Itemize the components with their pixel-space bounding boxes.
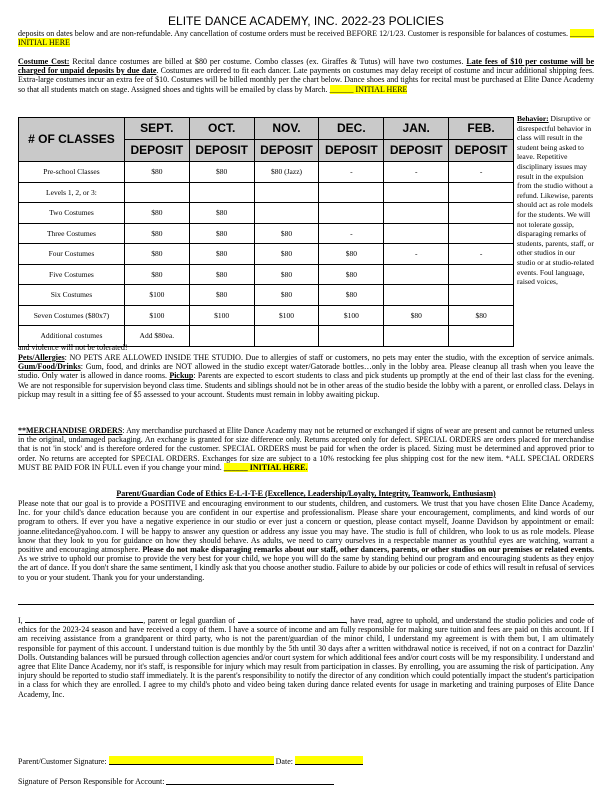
header-deposit: DEPOSIT xyxy=(384,140,449,162)
student-name-field[interactable] xyxy=(238,622,346,623)
behavior-continuation: and violence will not be tolerated! xyxy=(18,343,128,352)
date-field[interactable] xyxy=(295,756,363,765)
pets-text3: : Parents are expected to escort students to class and pick students up promptly at the end of their last class for the evening. We are not responsible for supervision beyond class time. Students and siblings should not be in other areas of the studio beside the lobby with a parent, or enrolled class. Delays in pickup may result in a sitting fee of $5 assessed to your account. Students must remain in lobby awaiting pickup. xyxy=(18,371,595,399)
table-cell: $80 xyxy=(189,223,254,244)
table-cell: $80 xyxy=(189,162,254,183)
table-row xyxy=(19,182,514,203)
code-text2: As we strive to uphold our promise to provide the very best for your child, we hope you will do the same by standing behind our program and encouraging students as they enjoy the art of dance. If you don't share the same sentiment, I kindly ask that you choose another studio. Failure to abide by our policies or code of ethics will result in refusal of services to you or your student. Thank you for your understanding. xyxy=(18,554,594,582)
table-cell: $80 xyxy=(124,223,189,244)
table-cell xyxy=(124,182,189,203)
table-cell: Add $80ea. xyxy=(124,326,189,347)
table-cell: - xyxy=(384,162,449,183)
merch-text: : Any merchandise purchased at Elite Dance Academy may not be returned or exchanged if signs of wear are present and cannot be returned unless in the original, undamaged packaging. An exchange is granted for size difference only. Returns accepted only for defect. SPECIAL ORDERS are orders placed for merchandise that is not 'in stock' and is therefore ordered for the customer. SPECIAL ORDERS must be paid for when the order is placed. Sizing must be determined and approved prior to order. No returns are accepted for SPECIAL ORDERS. Exchanges for size are subject to a 10% restocking fee plus shipping cost for the new item. *ALL SPECIAL ORDERS MUST BE PAID FOR IN FULL even if you change your mind. xyxy=(18,426,595,472)
table-cell: - xyxy=(319,223,384,244)
table-cell: $80 xyxy=(124,162,189,183)
header-feb: FEB. xyxy=(449,118,514,140)
table-cell: $100 xyxy=(319,305,384,326)
costume-cost-text2: . Costumes are ordered to fit each dancer. Late payments on costumes may delay receipt of costume and incur additional shipping fees. Extra-large costumes incur an extra fee of $10. Costumes will be billed monthly per the chart below. Dance shoes and tights for recital must be purchased at Elite Dance Academy so that all students match on stage. Assigned shoes and tights will be emailed by class by March. xyxy=(18,66,595,94)
table-cell: Pre-school Classes xyxy=(19,162,125,183)
costume-cost-heading: Costume Cost: xyxy=(18,57,70,66)
table-cell: $80 (Jazz) xyxy=(254,162,319,183)
table-cell: $80 xyxy=(254,285,319,306)
pets-text1: : NO PETS ARE ALLOWED INSIDE THE STUDIO. Due to allergies of staff or customers, no pets may enter the studio, with the exception of service animals. xyxy=(64,353,594,362)
table-cell: Five Costumes xyxy=(19,264,125,285)
table-cell xyxy=(449,264,514,285)
pets-heading: Pets/Allergies xyxy=(18,353,65,362)
section-divider xyxy=(18,604,594,605)
table-cell: Four Costumes xyxy=(19,244,125,265)
table-row xyxy=(19,305,514,326)
table-cell: $100 xyxy=(254,305,319,326)
header-deposit: DEPOSIT xyxy=(319,140,384,162)
table-row xyxy=(19,264,514,285)
table-cell: $80 xyxy=(189,203,254,224)
table-cell: $80 xyxy=(124,264,189,285)
behavior-heading: Behavior: xyxy=(517,114,549,123)
table-cell: $80 xyxy=(254,223,319,244)
costume-cost-paragraph xyxy=(18,57,594,94)
agreement-mid1: , parent or legal guardian of xyxy=(143,616,238,625)
page-title: ELITE DANCE ACADEMY, INC. 2022-23 POLICIES xyxy=(168,14,444,28)
table-cell: $80 xyxy=(254,244,319,265)
merch-heading: **MERCHANDISE ORDERS xyxy=(18,426,123,435)
table-cell xyxy=(449,285,514,306)
table-cell: $80 xyxy=(449,305,514,326)
table-cell xyxy=(384,223,449,244)
table-cell: $80 xyxy=(124,203,189,224)
table-cell xyxy=(319,203,384,224)
header-classes: # OF CLASSES xyxy=(19,118,125,162)
code-paragraph xyxy=(18,499,594,582)
header-deposit: DEPOSIT xyxy=(449,140,514,162)
responsible-signature-field[interactable] xyxy=(166,776,334,785)
late-fee-notice: Late fees of $10 per costume will be charged for unpaid deposits by due date xyxy=(18,57,595,76)
behavior-sidebar xyxy=(517,114,595,287)
table-cell xyxy=(384,182,449,203)
table-cell xyxy=(449,203,514,224)
table-row xyxy=(19,285,514,306)
table-cell: Two Costumes xyxy=(19,203,125,224)
costume-cost-text1: Recital dance costumes are billed at $80 per costume. Combo classes (ex. Giraffes & Tutus) will have two costumes. xyxy=(69,57,467,66)
code-bold: Please do not make disparaging remarks about our staff, other dancers, parents, or other studios on our premises or related events. xyxy=(142,545,595,555)
responsible-signature-label: Signature of Person Responsible for Account: xyxy=(18,777,165,786)
responsible-signature-row xyxy=(18,776,594,786)
parent-signature-field[interactable] xyxy=(109,756,274,765)
header-deposit: DEPOSIT xyxy=(124,140,189,162)
table-cell: - xyxy=(449,162,514,183)
table-cell: $100 xyxy=(124,305,189,326)
table-cell: $80 xyxy=(384,305,449,326)
table-cell: $80 xyxy=(189,244,254,265)
table-cell: $80 xyxy=(319,244,384,265)
code-heading xyxy=(18,489,594,498)
table-cell xyxy=(254,182,319,203)
table-cell: $80 xyxy=(319,264,384,285)
header-dec: DEC. xyxy=(319,118,384,140)
merch-initial-field[interactable]: ______ INITIAL HERE. xyxy=(223,462,308,472)
intro-text: deposits on dates below and are non-refundable. Any cancellation of costume orders must be received BEFORE 12/1/23. Customer is responsible for balances of costumes. xyxy=(18,29,568,38)
table-row xyxy=(19,223,514,244)
table-cell: $80 xyxy=(254,264,319,285)
table-cell xyxy=(384,285,449,306)
code-text1: Please note that our goal is to provide a POSITIVE and encouraging environment to our students, children, and customers. We trust that you have chosen Elite Dance Academy, Inc. for your child's dance education because you are confident in our expertise and professionalism. Please share your encouragement, compliments, and kind words of our program to others. If ever you have a negative experience in our studio or ever just a concern or question, please contact myself, Joanne Davidson by appointment or email: joanne.elitedance@yahoo.com. I will be happy to answer any question or address any issue you may have. The studio is full of children, who look to us as role models. Please know that they look to you for guidance on how they should behave. As adults, we need to carry ourselves in a respectable manner as youthful eyes are watching, warrant a positive and encouraging atmosphere. xyxy=(18,499,594,555)
agreement-paragraph xyxy=(18,616,594,699)
table-cell xyxy=(384,264,449,285)
table-cell: - xyxy=(384,244,449,265)
parent-name-field[interactable] xyxy=(25,622,143,623)
merch-paragraph xyxy=(18,426,594,472)
behavior-text: Disruptive or disrespectful behavior in class will result in the student being asked to leave. Repetitive disciplinary issues may result in the expulsion from the studio without a refund. Likewise, parents should act as role models for the students. We will not tolerate gossip, disparaging remarks of students, parents, staff, or other studios in our studio or at studio-related events. Foul language, raised voices, xyxy=(517,114,594,287)
agreement-text: , have read, agree to uphold, and understand the studio policies and code of ethics for the 2023-24 season and have received a copy of them. I have a source of income and am fully responsible for making sure tuition and fees are paid on this account. If I am receiving assistance from a grandparent or third party, who is not the parent/guardian of the minor child, I understand my agreement is with them but, I am ultimately responsible for payment of this account. I understand tuition is due monthly by the 5th until 30 days after a written withdrawal notice is received, if not on a contract for Dazzlin' Dolls. Outstanding balances will be pursued through collection agencies and/or court system for which additional fees and/or court costs will be my responsibility. I understand and agree that Elite Dance Academy, nor it's staff, is responsible for injury which may result from participation in classes. By enrolling, you are assuming the risk of participation. Any injury should be reported to studio staff immediately. It is the parent's responsibility to notify the director of any condition which could potentially impact the student's participation in a class for which they are enrolled. I agree to my child's photo and video being taken during dance related events for usage in marketing and training purposes of Elite Dance Academy, Inc. xyxy=(18,616,594,699)
table-cell: Levels 1, 2, or 3: xyxy=(19,182,125,203)
table-cell xyxy=(449,182,514,203)
gum-heading: Gum/Food/Drinks xyxy=(18,362,81,372)
table-cell xyxy=(189,182,254,203)
parent-signature-label: Parent/Customer Signature: xyxy=(18,757,107,766)
pets-text2: : Gum, food, and drinks are NOT allowed in the studio except water/Gatorade bottles…only in the lobby area. Please cleanup all trash when you leave the studio. Only water is allowed in dance rooms. xyxy=(18,362,594,381)
table-row xyxy=(19,244,514,265)
header-oct: OCT. xyxy=(189,118,254,140)
table-cell: $100 xyxy=(189,305,254,326)
table-cell: Seven Costumes ($80x7) xyxy=(19,305,125,326)
pets-paragraph xyxy=(18,353,594,399)
table-cell xyxy=(254,203,319,224)
costume-deposit-table xyxy=(18,117,514,347)
intro-initial-field[interactable]: ______ INITIAL HERE xyxy=(18,29,595,48)
table-cell: Six Costumes xyxy=(19,285,125,306)
header-nov: NOV. xyxy=(254,118,319,140)
date-label: Date: xyxy=(275,757,293,766)
table-cell xyxy=(319,182,384,203)
table-cell xyxy=(384,203,449,224)
intro-paragraph xyxy=(18,29,594,47)
table-cell: - xyxy=(319,162,384,183)
table-header-row xyxy=(19,118,514,140)
table-row xyxy=(19,203,514,224)
header-deposit: DEPOSIT xyxy=(189,140,254,162)
table-cell: Additional costumes xyxy=(19,326,125,347)
header-jan: JAN. xyxy=(384,118,449,140)
table-row xyxy=(19,162,514,183)
table-cell: $80 xyxy=(189,285,254,306)
table-cell xyxy=(449,223,514,244)
agreement-lead: I, xyxy=(18,616,26,625)
header-deposit: DEPOSIT xyxy=(254,140,319,162)
signature-row xyxy=(18,756,594,766)
table-cell: - xyxy=(449,244,514,265)
code-heading-text: Parent/Guardian Code of Ethics E-L-I-T-E (Excellence, Leadership/Loyalty, Integrity, Teamwork, Enthusiasm) xyxy=(116,489,496,498)
table-cell: $80 xyxy=(189,264,254,285)
costume-initial-field[interactable]: ______ INITIAL HERE xyxy=(329,84,408,94)
pickup-heading: Pickup xyxy=(169,371,194,381)
table-cell: $80 xyxy=(124,244,189,265)
header-sept: SEPT. xyxy=(124,118,189,140)
table-cell: $100 xyxy=(124,285,189,306)
table-cell: $80 xyxy=(319,285,384,306)
table-cell: Three Costumes xyxy=(19,223,125,244)
